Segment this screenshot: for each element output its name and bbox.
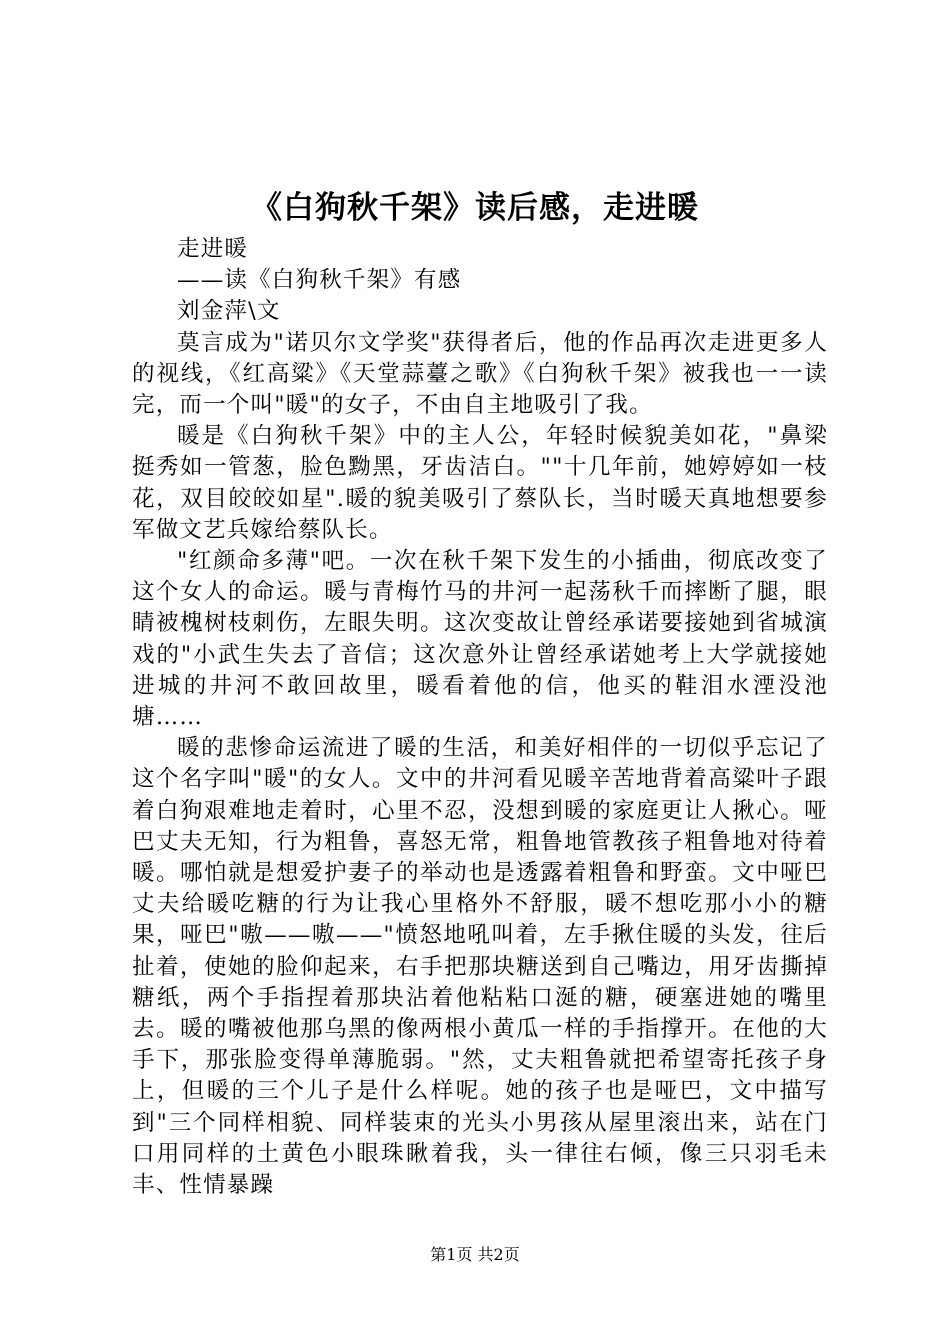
body-paragraph: "红颜命多薄"吧。一次在秋千架下发生的小插曲，彻底改变了这个女人的命运。暖与青梅竹马的井河一起荡秋千而摔断了腿，眼睛被槐树枝刺伤，左眼失明。这次变故让曾经承诺要接她到省城演戏的"小武生失去了音信；这次意外让曾经承诺她考上大学就接她进城的井河不敢回故里，暖看着他的信，他买的鞋泪水湮没池塘……: [132, 548, 828, 731]
subtitle-line: 走进暖: [177, 236, 249, 262]
document-body: [132, 234, 828, 1201]
body-paragraph: 暖是《白狗秋千架》中的主人公，年轻时候貌美如花，"鼻梁挺秀如一管葱，脸色黝黑，牙齿洁白。""十几年前，她婷婷如一枝花，双目皎皎如星".暖的貌美吸引了蔡队长，当时暖天真地想要参军做文艺兵嫁给蔡队长。: [132, 423, 828, 543]
author-line: 刘金萍\文: [177, 298, 281, 325]
page-number-footer: 第1页 共2页: [430, 1245, 520, 1264]
body-paragraph: 暖的悲惨命运流进了暖的生活，和美好相伴的一切似乎忘记了这个名字叫"暖"的女人。文中的井河看见暖辛苦地背着高粱叶子跟着白狗艰难地走着时，心里不忍，没想到暖的家庭更让人揪心。哑巴丈夫无知，行为粗鲁，喜怒无常，粗鲁地管教孩子粗鲁地对待着暖。哪怕就是想爱护妻子的举动也是透露着粗鲁和野蛮。文中哑巴丈夫给暖吃糖的行为让我心里格外不舒服，暖不想吃那小小的糖果，哑巴"嗷——嗷——"愤怒地吼叫着，左手揪住暖的头发，往后扯着，使她的脸仰起来，右手把那块糖送到自己嘴边，用牙齿撕掉糖纸，两个手指捏着那块沾着他粘粘口涎的糖，硬塞进她的嘴里去。暖的嘴被他那乌黑的像两根小黄瓜一样的手指撑开。在他的大手下，那张脸变得单薄脆弱。"然，丈夫粗鲁就把希望寄托孩子身上，但暖的三个儿子是什么样呢。她的孩子也是哑巴，文中描写到"三个同样相貌、同样装束的光头小男孩从屋里滚出来，站在门口用同样的土黄色小眼珠瞅着我，头一律往右倾，像三只羽毛未丰、性情暴躁: [132, 735, 828, 1199]
subheading-line: ——读《白狗秋千架》有感: [177, 267, 462, 294]
document-title: 《白狗秋千架》读后感，走进暖: [251, 190, 699, 226]
body-paragraph: 莫言成为"诺贝尔文学奖"获得者后，他的作品再次走进更多人的视线，《红高粱》《天堂蒜薹之歌》《白狗秋千架》被我也一一读完，而一个叫"暖"的女子，不由自主地吸引了我。: [132, 329, 828, 419]
